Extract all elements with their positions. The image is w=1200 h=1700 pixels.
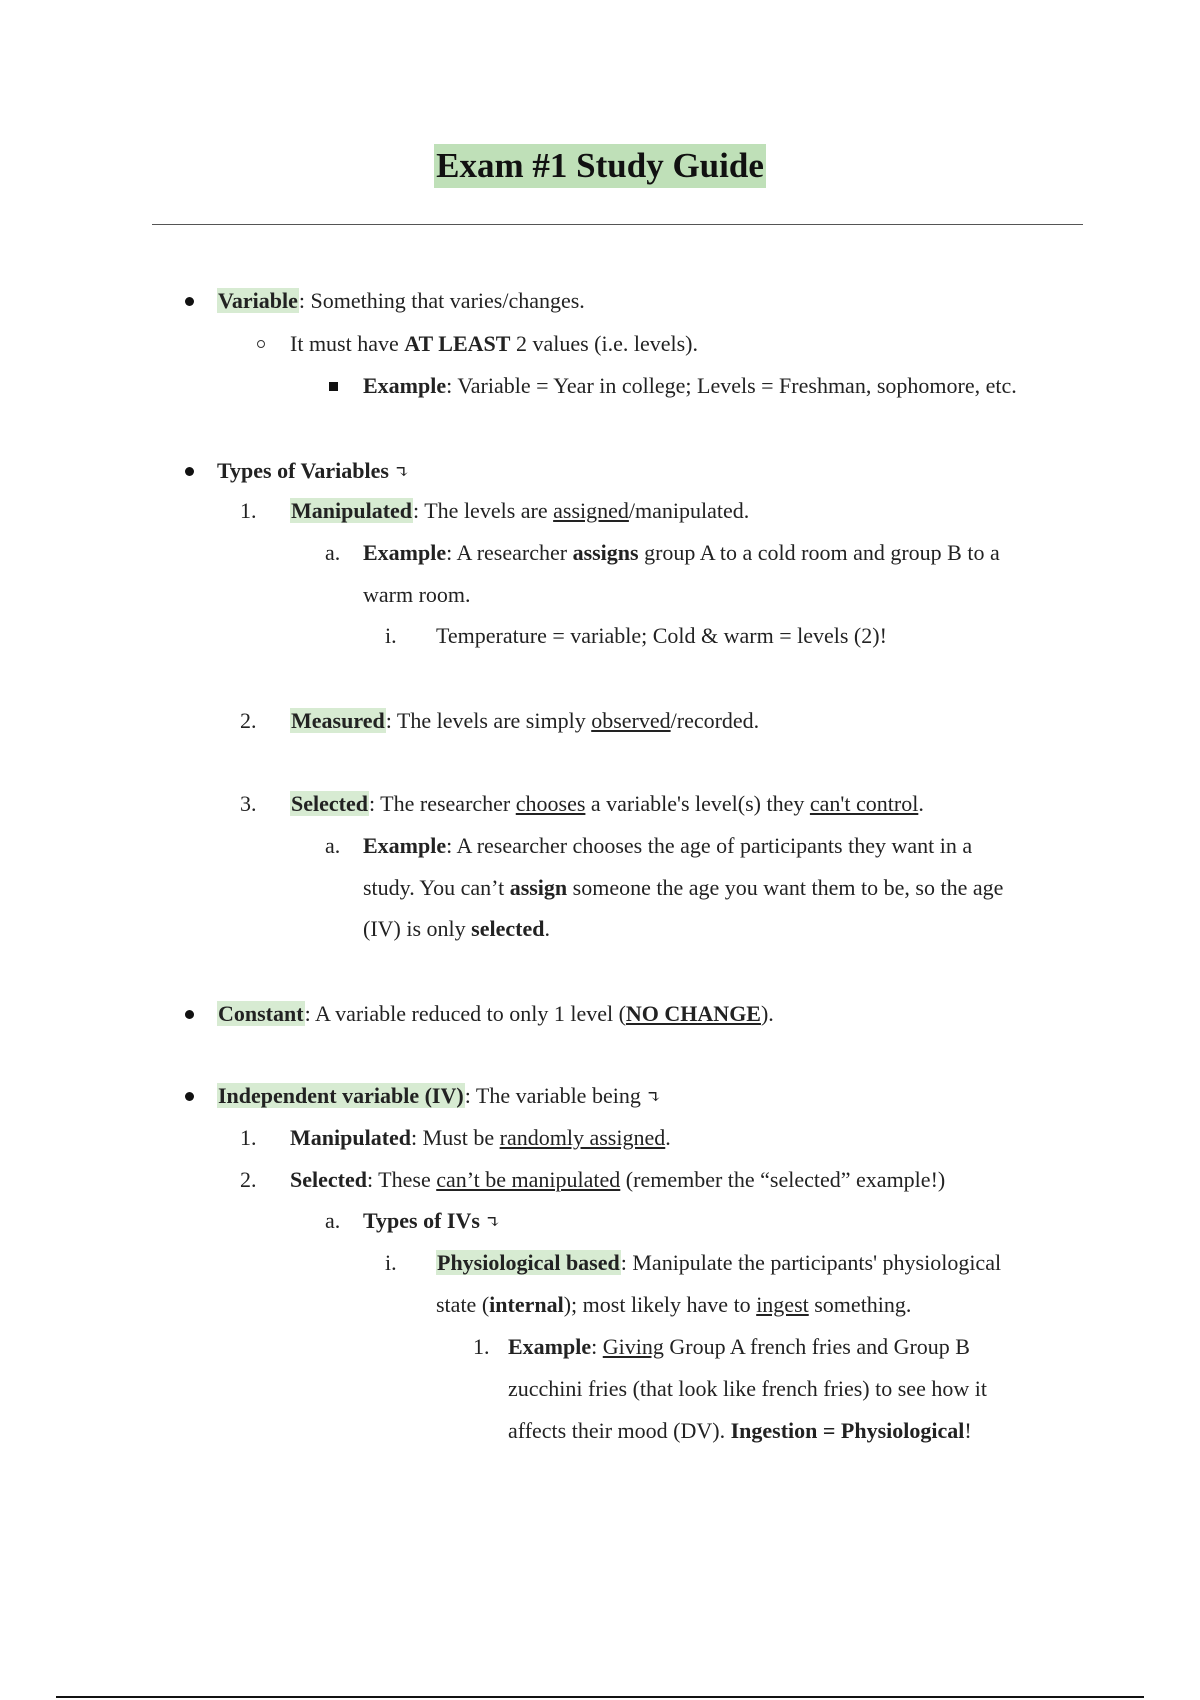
iv-manipulated-line — [290, 1124, 671, 1152]
text: . — [918, 791, 924, 816]
text: . — [665, 1125, 671, 1150]
text: : A researcher chooses the age of participants they want in a — [446, 833, 973, 858]
underlined-text: Giving — [602, 1334, 664, 1359]
turn-arrow-icon: ↴ — [394, 462, 410, 482]
text: ! — [964, 1418, 972, 1443]
types-heading-line — [217, 457, 410, 486]
text: It must have — [290, 331, 405, 356]
selected-line — [290, 790, 924, 818]
example-label: Example — [363, 540, 447, 565]
selected-term: Selected — [291, 791, 368, 816]
variable-term: Variable — [218, 288, 298, 313]
underlined-text: chooses — [515, 791, 586, 816]
variable-line — [217, 287, 585, 315]
bold-text: Types of IVs — [363, 1208, 480, 1233]
measured-term: Measured — [291, 708, 385, 733]
underlined-text: randomly assigned — [499, 1125, 666, 1150]
text: group A to a cold room and group B to a — [638, 540, 1000, 565]
text: : The researcher — [368, 791, 516, 816]
text: (IV) is only — [363, 916, 472, 941]
bullet-dot — [185, 1010, 194, 1019]
bullet-dot — [185, 1092, 194, 1101]
constant-term: Constant — [218, 1001, 304, 1026]
iv-line — [217, 1082, 661, 1111]
title-container — [0, 144, 1200, 188]
example-label: Example — [508, 1334, 592, 1359]
iv-selected-line — [290, 1166, 945, 1194]
physiological-example-line2: zucchini fries (that look like french fries) to see how it — [508, 1376, 987, 1401]
list-letter: a. — [325, 833, 341, 858]
underlined-text: ingest — [756, 1292, 809, 1317]
list-letter: a. — [325, 540, 341, 565]
selected-example-line3 — [363, 915, 550, 943]
text: : — [591, 1334, 603, 1359]
measured-line — [290, 707, 759, 735]
text: ). — [760, 1001, 774, 1026]
text: someone the age you want them to be, so the age — [567, 875, 1004, 900]
selected-example-line2 — [363, 874, 1003, 902]
bullet-circle — [257, 340, 265, 348]
physiological-line — [436, 1249, 1001, 1277]
text: : A researcher — [446, 540, 573, 565]
text: : These — [366, 1167, 437, 1192]
text: : The variable being — [464, 1083, 647, 1108]
text: a variable's level(s) they — [585, 791, 810, 816]
list-number: 1. — [240, 498, 257, 523]
text: : The levels are — [413, 498, 554, 523]
physiological-line2 — [436, 1291, 911, 1319]
physiological-term: Physiological based — [437, 1250, 620, 1275]
text: affects their mood (DV). — [508, 1418, 731, 1443]
iv-term: Independent variable (IV) — [218, 1083, 464, 1108]
manipulated-term: Manipulated — [291, 498, 413, 523]
text: 2 values (i.e. levels). — [510, 331, 699, 356]
variable-example-line — [363, 372, 1017, 400]
bullet-square — [329, 382, 338, 391]
bold-term: Selected — [290, 1167, 367, 1192]
text: : The levels are simply — [385, 708, 592, 733]
text: something. — [808, 1292, 912, 1317]
types-heading: Types of Variables — [217, 458, 389, 483]
page-bottom-border — [56, 1696, 1144, 1698]
text: state ( — [436, 1292, 490, 1317]
manipulated-example-line2: warm room. — [363, 582, 471, 607]
underlined-bold-text: NO CHANGE — [625, 1001, 761, 1026]
physiological-example-line3 — [508, 1417, 972, 1445]
manipulated-example-line — [363, 539, 1000, 567]
underlined-text: can't control — [809, 791, 919, 816]
title-divider — [152, 224, 1083, 225]
page-title: Exam #1 Study Guide — [434, 144, 766, 188]
text: /manipulated. — [628, 498, 750, 523]
bold-text: selected — [471, 916, 545, 941]
turn-arrow-icon: ↴ — [646, 1087, 662, 1107]
list-number: 1. — [240, 1125, 257, 1150]
bullet-dot — [185, 297, 194, 306]
constant-line — [217, 1000, 774, 1028]
list-number: 2. — [240, 708, 257, 733]
list-number: 3. — [240, 791, 257, 816]
underlined-text: observed — [591, 708, 671, 733]
list-number: 2. — [240, 1167, 257, 1192]
list-letter: a. — [325, 1208, 341, 1233]
example-label: Example — [363, 373, 447, 398]
iv-types-line — [363, 1207, 501, 1236]
list-number: 1. — [473, 1334, 490, 1359]
text: /recorded. — [670, 708, 760, 733]
example-label: Example — [363, 833, 447, 858]
text: : Must be — [411, 1125, 500, 1150]
text: (remember the “selected” example!) — [620, 1167, 946, 1192]
underlined-text: assigned — [553, 498, 629, 523]
bold-term: Manipulated — [290, 1125, 412, 1150]
text: Group A french fries and Group B — [663, 1334, 970, 1359]
text: : Variable = Year in college; Levels = Freshman, sophomore, etc. — [446, 373, 1017, 398]
list-roman: i. — [385, 623, 397, 648]
manipulated-line — [290, 497, 749, 525]
text: . — [544, 916, 550, 941]
temperature-line: Temperature = variable; Cold & warm = levels (2)! — [436, 623, 887, 648]
underlined-text: can’t be manipulated — [436, 1167, 621, 1192]
list-roman: i. — [385, 1250, 397, 1275]
bold-text: assigns — [572, 540, 639, 565]
text: : Manipulate the participants' physiological — [620, 1250, 1002, 1275]
selected-example-line — [363, 832, 972, 860]
turn-arrow-icon: ↴ — [485, 1212, 501, 1232]
text: : A variable reduced to only 1 level ( — [304, 1001, 626, 1026]
text: study. You can’t — [363, 875, 510, 900]
bullet-dot — [185, 467, 194, 476]
bold-text: internal — [489, 1292, 564, 1317]
bold-text: assign — [509, 875, 568, 900]
variable-levels-line — [290, 330, 698, 358]
physiological-example-line — [508, 1333, 970, 1361]
variable-definition: : Something that varies/changes. — [298, 288, 585, 313]
text: ); most likely have to — [563, 1292, 757, 1317]
bold-text: Ingestion = Physiological — [730, 1418, 965, 1443]
bold-text: AT LEAST — [404, 331, 511, 356]
